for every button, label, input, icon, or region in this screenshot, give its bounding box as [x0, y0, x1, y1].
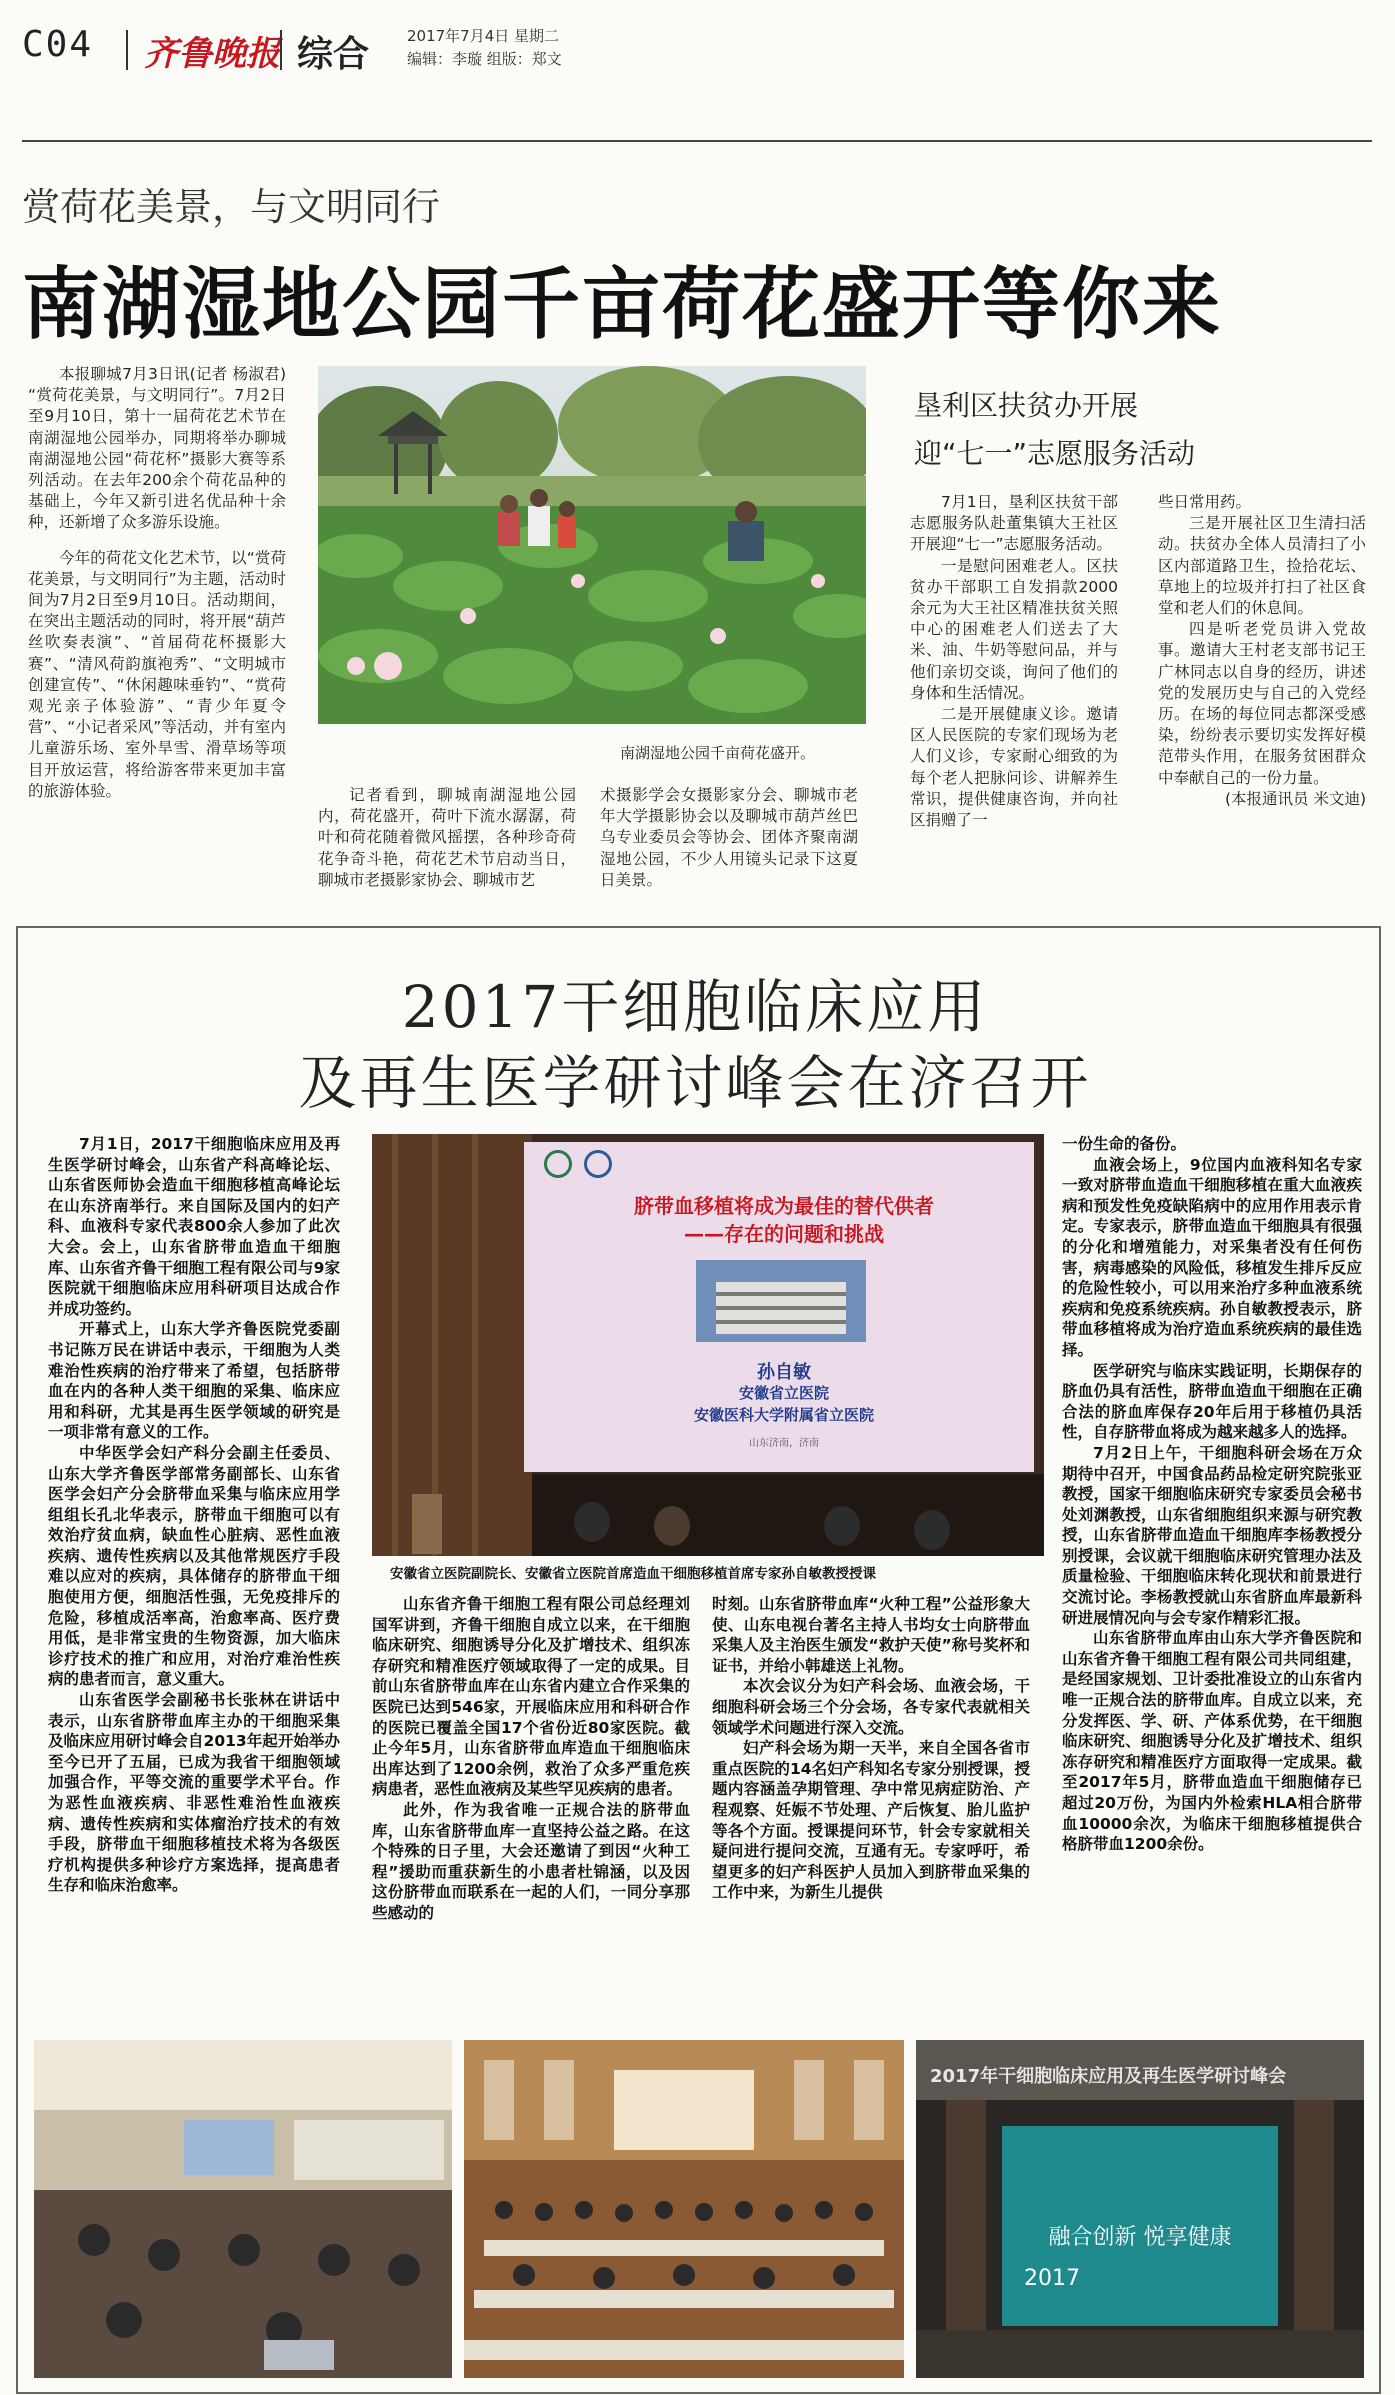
paragraph: 二是开展健康义诊。邀请区人民医院的专家们现场为老人们义诊，专家耐心细致的为每个老人把脉问诊、讲解养生常识，提供健康咨询，并向社区捐赠了一 [910, 705, 1118, 830]
paragraph: 今年的荷花文化艺术节，以“赏荷花美景，与文明同行”为主题，活动时间为7月2日至9月10日。活动期间，在突出主题活动的同时，将开展“葫芦丝吹奏表演”、“首届荷花杯摄影大赛”、“清风荷韵旗袍秀”、“文明城市创建宣传”、“休闲趣味垂钓”、“赏荷观光亲子体验游”、“青少年夏令营”、“小记者采风”等活动，并有室内儿童游乐场、室外旱雪、滑草场等项目开放运营，将给游客带来更加丰富的旅游体验。 [28, 548, 286, 800]
issue-date: 2017年7月4日 星期二 [407, 27, 560, 45]
byline: (本报通讯员 米文迪) [1224, 789, 1366, 808]
lecture-photo-caption: 安徽省立医院副院长、安徽省立医院首席造血干细胞移植首席专家孙自敏教授授课 [390, 1566, 876, 1582]
paragraph: 中华医学会妇产科分会副主任委员、山东大学齐鲁医学部常务副部长、山东省医学会妇产分会脐带血采集与临床应用学组组长孔北华表示，脐带血干细胞可以有效治疗贫血病，缺血性心脏病、恶性血液疾病、遗传性疾病以及其他常规医疗手段难以应对的疾病，具体储存的脐带血干细胞使用方便，细胞活性强，无免疫排斥的危险，移植成活率高，治愈率高、医疗费用低，是非常宝贵的生物资源，加大临床诊疗技术的推广和应用，对治疗难治性疾病的患者而言，意义重大。 [48, 1443, 340, 1689]
story2-headline-line1: 垦利区扶贫办开展 [914, 389, 1139, 422]
paragraph: 四是听老党员讲入党故事。邀请大王村老支部书记王广林同志以自身的经历，讲述党的发展历史与自己的入党经历。在场的每位同志都深受感染，纷纷表示要切实发挥好模范带头作用，在服务贫困群众中奉献自己的一份力量。 [1158, 620, 1366, 787]
paragraph: 三是开展社区卫生清扫活动。扶贫办全体人员清扫了小区内部道路卫生，捡拾花坛、草地上的垃圾并打扫了社区食堂和老人们的休息间。 [1158, 514, 1366, 618]
lotus-photo [318, 366, 866, 724]
story2-column-b [1158, 492, 1366, 810]
story3-headline-line2: 及再生医学研讨峰会在济召开 [298, 1049, 1092, 1117]
slide-subtitle: ——存在的问题和挑战 [684, 1222, 884, 1246]
university-logo-icon [584, 1150, 612, 1178]
story1-column-1 [28, 364, 286, 802]
page-number: C04 [22, 24, 94, 65]
stage-screen-slogan: 融合创新 悦享健康 [1048, 2225, 1232, 2250]
paragraph: 一份生命的备份。 [1062, 1135, 1187, 1153]
slide-org-2: 安徽医科大学附属省立医院 [693, 1406, 874, 1424]
paragraph: 时刻。山东省脐带血库“火种工程”公益形象大使、山东电视台著名主持人书均女士向脐带血采集人及主治医生颁发“救护天使”称号奖杯和证书，并给小韩雄送上礼物。 [712, 1595, 1030, 1675]
paragraph: 7月2日上午，干细胞科研会场在万众期待中召开，中国食品药品检定研究院张亚教授，国家干细胞临床研究专家委员会秘书处刘渊教授，山东省细胞组织来源与研究教授，山东省脐带血造血干细胞库李杨教授分别授课，会议就干细胞临床研究管理办法及质量检验、干细胞临床转化现状和前景进行交流讨论。李杨教授就山东省脐血库最新科研进展情况向与会专家作精彩汇报。 [1062, 1443, 1362, 1627]
slide-title: 脐带血移植将成为最佳的替代供者 [634, 1194, 934, 1218]
story3-column-right [712, 1594, 1030, 1903]
section-name: 综合 [297, 34, 370, 75]
paragraph: 本次会议分为妇产科会场、血液会场，干细胞科研会场三个分会场，各专家代表就相关领域学术问题进行深入交流。 [712, 1677, 1030, 1737]
story3-column-left [48, 1134, 340, 1896]
auditorium-photo [464, 2040, 904, 2378]
paragraph: 山东省齐鲁干细胞工程有限公司总经理刘国军讲到，齐鲁干细胞自成立以来，在干细胞临床研究、细胞诱导分化及扩增技术、组织冻存研究和精准医疗领域取得了一定的成果。目前山东省脐带血库在山东省内建立合作采集的医院已达到546家，开展临床应用和科研合作的医院已覆盖全国17个省份近80家医院。截止今年5月，山东省脐带血库造血干细胞临床出库达到了1200余例，救治了众多严重危疾病患者，恶性血液病及某些罕见疾病的患者。 [372, 1595, 690, 1799]
hospital-logo-icon [544, 1150, 572, 1178]
divider [280, 30, 282, 70]
paragraph: 些日常用药。 [1158, 493, 1252, 511]
story3-headline-line1: 2017干细胞临床应用 [401, 973, 989, 1041]
newspaper-logo: 齐鲁晚报 [144, 34, 280, 74]
story3-column-far-right [1062, 1134, 1362, 1855]
editor-credits: 编辑：李璇 组版：郑文 [407, 50, 562, 68]
stage-screen-year: 2017 [1024, 2266, 1080, 2291]
paragraph: 7月1日，2017干细胞临床应用及再生医学研讨峰会，山东省产科高峰论坛、山东省医师协会造血干细胞移植高峰论坛在山东济南举行。来自国际及国内的妇产科、血液科专家代表800余人参加了此次大会。会上，山东省脐带血造血干细胞库、山东省齐鲁干细胞工程有限公司与9家医院就干细胞临床应用科研项目达成合作并成功签约。 [48, 1135, 340, 1318]
paragraph: 妇产科会场为期一天半，来自全国各省市重点医院的14名妇产科知名专家分别授课，授题内容涵盖孕期管理、孕中常见病症防治、产程观察、妊娠不节处理、产后恢复、胎儿监护等各个方面。授课提问环节，针会专家就相关疑问进行提问交流，互通有无。专家呼吁，希望更多的妇产科医护人员加入到脐带血采集的工作中来，为新生儿提供 [712, 1739, 1030, 1902]
paragraph: 医学研究与临床实践证明，长期保存的脐血仍具有活性，脐带血造血干细胞在正确合法的脐血库保存20年后用于移植仍具活性，自存脐带血将成为越来越多人的选择。 [1062, 1361, 1362, 1442]
paragraph: 此外，作为我省唯一正规合法的脐带血库，山东省脐带血库一直坚持公益之路。在这个特殊的日子里，大会还邀请了到因“火种工程”援助而重获新生的小患者杜锦涵，以及因这份脐带血而联系在一起的人们，一同分享那些感动的 [372, 1800, 690, 1922]
slide-speaker: 孙自敏 [757, 1362, 811, 1383]
slide-org-1: 安徽省立医院 [738, 1384, 829, 1402]
stage-photo [916, 2040, 1364, 2378]
paragraph: 一是慰问困难老人。区扶贫办干部职工自发捐款2000余元为大王社区精准扶贫关照中心的困难老人们送去了大米、油、牛奶等慰问品，并与他们亲切交谈，询问了他们的身体和生活情况。 [910, 556, 1118, 702]
paragraph: 血液会场上，9位国内血液科知名专家一致对脐带血造血干细胞移植在重大血液疾病和预发性免疫缺陷病中的应用作用表示肯定。专家表示，脐带血造血干细胞具有很强的分化和增殖能力，对采集者没有任何伤害，病毒感染的风险低，移植发生排斥反应的危险性较小，可以用来治疗多种血液系统疾病和免疫系统疾病。孙自敏教授表示，脐带血移植将成为治疗造血系统疾病的最佳选择。 [1062, 1155, 1362, 1359]
slide-footer: 山东济南，济南 [749, 1438, 819, 1449]
masthead [22, 24, 1372, 75]
paragraph: 山东省医学会副秘书长张林在讲话中表示，山东省脐带血库主办的干细胞采集及临床应用研讨峰会自2013年起开始举办至今已开了五届，已成为我省干细胞领域加强合作，平等交流的重要学术平台。作为恶性血液疾病、非恶性难治性血液疾病、遗传性疾病和实体瘤治疗技术的有效手段，脐带血干细胞移植技术将为各级医疗机构提供多种诊疗方案选择，提高患者生存和临床治愈率。 [48, 1691, 340, 1895]
lotus-photo-caption: 南湖湿地公园千亩荷花盛开。 [620, 744, 816, 762]
story2-headline-line2: 迎“七一”志愿服务活动 [914, 437, 1196, 470]
story1-column-2 [318, 785, 576, 891]
lecture-photo [372, 1134, 1044, 1556]
auditorium-image [464, 2040, 904, 2378]
stage-screen [1002, 2126, 1278, 2326]
story3-column-middle [372, 1594, 690, 1924]
paragraph: 山东省脐带血库由山东大学齐鲁医院和山东省齐鲁干细胞工程有限公司共同组建，是经国家规划、卫计委批准设立的山东省内唯一正规合法的脐带血库。自成立以来，充分发挥医、学、研、产体系优势，在干细胞临床研究、细胞诱导分化及扩增技术、组织冻存研究和精准医疗方面取得一定成果。截至2017年5月，脐带血造血干细胞储存已超过20万份，为国内外检索HLA相合脐带血10000余次，为临床干细胞移植提供合格脐带血1200余份。 [1062, 1629, 1362, 1854]
projection-screen [524, 1142, 1034, 1472]
paragraph: 开幕式上，山东大学齐鲁医院党委副书记陈万民在讲话中表示，干细胞为人类难治性疾病的治疗带来了希望，包括脐带血在内的各种人类干细胞的采集、临床应用和科研，尤其是再生医学领域的研究是一项非常有意义的工作。 [48, 1320, 340, 1442]
story2-column-a [910, 492, 1118, 831]
divider [126, 30, 128, 70]
story1-kicker: 赏荷花美景，与文明同行 [22, 185, 441, 229]
stage-banner: 2017年干细胞临床应用及再生医学研讨峰会 [930, 2066, 1287, 2087]
conference-room-image [34, 2040, 452, 2378]
paragraph: 术摄影学会女摄影家分会、聊城市老年大学摄影协会以及聊城市葫芦丝巴乌专业委员会等协会、团体齐聚南湖湿地公园，不少人用镜头记录下这夏日美景。 [600, 786, 858, 889]
conference-room-photo [34, 2040, 452, 2378]
story1-column-3 [600, 785, 858, 891]
paragraph: 本报聊城7月3日讯(记者 杨淑君) “赏荷花美景，与文明同行”。7月2日至9月10日，第十一届荷花艺术节在南湖湿地公园举办，同期将举办聊城南湖湿地公园“荷花杯”摄影大赛等系列活动。在去年200余个荷花品种的基础上，今年又新引进名优品种十余种，还新增了众多游乐设施。 [28, 365, 286, 532]
slide-building-photo [696, 1260, 866, 1342]
paragraph: 7月1日，垦利区扶贫干部志愿服务队赴董集镇大王社区开展迎“七一”志愿服务活动。 [910, 493, 1118, 554]
story1-headline: 南湖湿地公园千亩荷花盛开等你来 [22, 260, 1223, 350]
masthead-rule [22, 140, 1372, 142]
lotus-park-image [318, 366, 866, 724]
paragraph: 记者看到，聊城南湖湿地公园内，荷花盛开，荷叶下流水潺潺，荷叶和荷花随着微风摇摆，各种珍奇荷花争奇斗艳，荷花艺术节启动当日，聊城市老摄影家协会、聊城市艺 [318, 786, 576, 889]
